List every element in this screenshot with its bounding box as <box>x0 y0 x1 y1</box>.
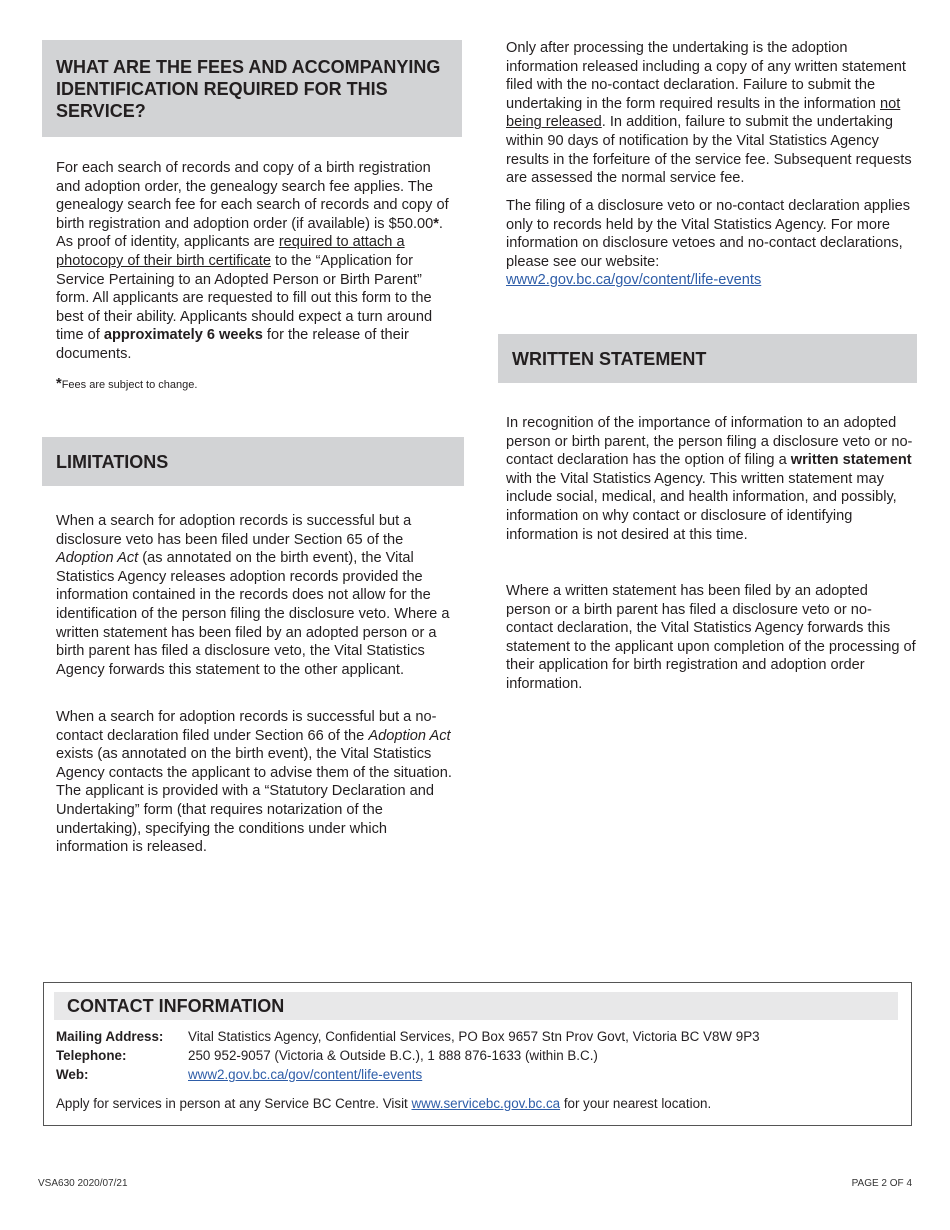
limitations-heading: LIMITATIONS <box>56 451 169 472</box>
contact-information-box <box>43 982 912 1126</box>
telephone-value: 250 952-9057 (Victoria & Outside B.C.), 1 888 876-1633 (within B.C.) <box>188 1048 598 1063</box>
web-label: Web: <box>56 1067 89 1082</box>
written-statement-heading-box <box>498 334 917 383</box>
written-statement-paragraph-1: In recognition of the importance of information to an adopted person or birth parent, the person filing a disclosure veto or no-contact declaration has the option of filing a written statement with the Vital Statistics Agency. This written statement may include social, medical, and health information, and possibly, information on why contact or disclosure of identifying information is not desired at this time. <box>506 415 913 543</box>
servicebc-link[interactable]: www.servicebc.gov.bc.ca <box>411 1096 561 1111</box>
contact-heading-bar <box>54 992 898 1020</box>
life-events-link[interactable]: www2.gov.bc.ca/gov/content/life-events <box>506 272 762 289</box>
contact-heading: CONTACT INFORMATION <box>67 995 285 1016</box>
disclosure-paragraph: The filing of a disclosure veto or no-contact declaration applies only to records held by the Vital Statistics Agency. For more information on disclosure vetoes and no-contact declarations, please see our website: www2.gov.bc.ca/gov/content/life-events <box>506 198 910 289</box>
limitations-paragraph-2: When a search for adoption records is successful but a no-contact declaration filed under Section 66 of the Adoption Act exists (as annotated on the birth event), the Vital Statistics Agency contacts the applicant to advise them of the situation. The applicant is provided with a “Statutory Declaration and Undertaking” form (that requires notarization of the undertaking), specifying the conditions under which information is released. <box>56 709 452 856</box>
written-statement-heading: WRITTEN STATEMENT <box>512 348 707 369</box>
limitations-paragraph-1: When a search for adoption records is successful but a disclosure veto has been filed under Section 65 of the Adoption Act (as annotated on the birth event), the Vital Statistics Agency releases adoption records provided the information contained in the records does not allow for the identification of the person filing the disclosure veto. Where a written statement has been filed by an adopted person or a birth parent has filed a disclosure veto, the Vital Statistics Agency forwards this statement to the other applicant. <box>56 513 450 678</box>
fees-note: *Fees are subject to change. <box>56 376 198 392</box>
page-number: PAGE 2 OF 4 <box>851 1178 912 1189</box>
web-link[interactable]: www2.gov.bc.ca/gov/content/life-events <box>188 1067 423 1082</box>
fees-heading: WHAT ARE THE FEES AND ACCOMPANYING IDENTIFICATION REQUIRED FOR THIS SERVICE? <box>56 56 441 121</box>
telephone-label: Telephone: <box>56 1048 127 1063</box>
contact-apply-line: Apply for services in person at any Service BC Centre. Visit www.servicebc.gov.bc.ca for your nearest location. <box>56 1096 712 1111</box>
mailing-value: Vital Statistics Agency, Confidential Services, PO Box 9657 Stn Prov Govt, Victoria BC V8W 9P3 <box>188 1029 760 1044</box>
written-statement-paragraph-2: Where a written statement has been filed by an adopted person or a birth parent has filed a disclosure veto or no-contact declaration, the Vital Statistics Agency forwards this statement to the applicant upon completion of the processing of their application for birth registration and adoption order information. <box>506 583 916 692</box>
fees-paragraph: For each search of records and copy of a birth registration and adoption order, the genealogy search fee applies. The genealogy search fee for each search of records and copy of birth registration and adoption order (if available) is $50.00*. As proof of identity, applicants are required to attach a photocopy of their birth certificate to the “Application for Service Pertaining to an Adopted Person or Birth Parent” form. All applicants are requested to fill out this form to the best of their ability. Applicants should expect a turn around time of approximately 6 weeks for the release of their documents. <box>56 160 449 362</box>
form-code: VSA630 2020/07/21 <box>38 1178 128 1189</box>
limitations-heading-box <box>42 437 464 486</box>
mailing-label: Mailing Address: <box>56 1029 164 1044</box>
fees-heading-box <box>42 40 462 137</box>
undertaking-paragraph: Only after processing the undertaking is the adoption information released including a copy of any written statement filed with the no-contact declaration. Failure to submit the undertaking in the form required results in the information not being released. In addition, failure to submit the undertaking within 90 days of notification by the Vital Statistics Agency results in the forfeiture of the service fee. Subsequent requests are assessed the normal service fee. <box>506 40 912 187</box>
